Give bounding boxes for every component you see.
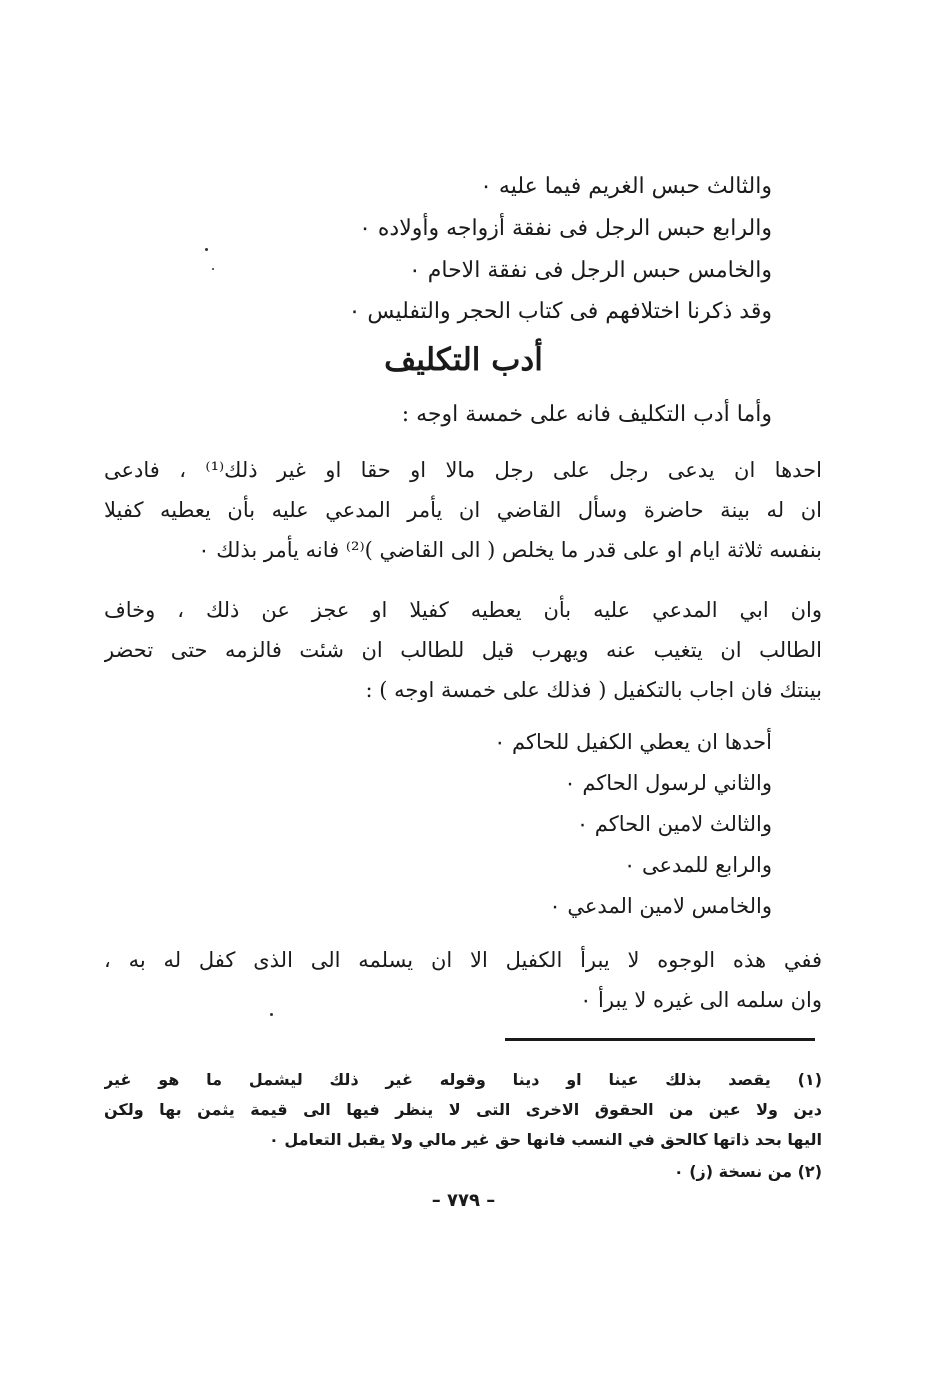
footnote-1-line-3: اليها بحد ذاتها كالحق في النسب فانها حق غير مالي ولا يقبل التعامل ٠ [269,1130,822,1149]
section-intro: وأما أدب التكليف فانه على خمسة اوجه : [401,402,772,427]
paragraph-1-line-1: احدها ان يدعى رجل على رجل مالا او حقا او غير ذلك⁽¹⁾ ، فادعى [104,458,822,482]
paragraph-2-line-3: بينتك فان اجاب بالتكفيل ( فذلك على خمسة اوجه ) : [365,678,822,702]
paragraph-1-line-2: ان له بينة حاضرة وسأل القاضي ان يأمر المدعي عليه بأن يعطيه كفيلا [104,498,822,522]
intro-line-4: وقد ذكرنا اختلافهم فى كتاب الحجر والتفليس ٠ [348,299,772,324]
section-heading: أدب التكليف [384,342,543,378]
paragraph-1-line-3: بنفسه ثلاثة ايام او على قدر ما يخلص ( الى القاضي )⁽²⁾ فانه يأمر بذلك ٠ [198,538,822,562]
scan-speck [270,1013,273,1016]
paragraph-2-line-2: الطالب ان يتغيب عنه ويهرب قيل للطالب ان شئت فالزمه حتى تحضر [104,638,822,662]
paragraph-3 [104,940,822,1020]
paragraph-1 [104,450,822,570]
intro-line-3: والخامس حبس الرجل فى نفقة الاحام ٠ [408,258,772,283]
footnote-1-line-2: دين ولا عين من الحقوق الاخرى التى لا ينظر فيها الى قيمة يثمن بها ولكن [104,1100,822,1119]
footnote-separator [505,1038,815,1041]
intro-line-2: والرابع حبس الرجل فى نفقة أزواجه وأولاده ٠ [359,216,772,241]
paragraph-3-line-1: ففي هذه الوجوه لا يبرأ الكفيل الا ان يسلمه الى الذى كفل له به ، [104,948,822,972]
list-item-5: والخامس لامين المدعي ٠ [549,894,772,918]
footnote-2: (٢) من نسخة (ز) ٠ [673,1162,822,1181]
list-item-4: والرابع للمدعى ٠ [624,853,772,877]
scan-speck [212,268,214,270]
page-number: – ٧٧٩ – [431,1190,496,1211]
footnote-1-line-1: (١) يقصد بذلك عينا او دينا وقوله غير ذلك ليشمل ما هو غير [104,1070,822,1089]
intro-line-1: والثالث حبس الغريم فيما عليه ٠ [480,174,772,199]
list-item-2: والثاني لرسول الحاكم ٠ [564,771,772,795]
paragraph-2 [104,590,822,710]
paragraph-2-line-1: وان ابي المدعي عليه بأن يعطيه كفيلا او عجز عن ذلك ، وخاف [104,598,822,622]
scan-speck [205,248,208,251]
list-item-3: والثالث لامين الحاكم ٠ [576,812,772,836]
list-item-1: أحدها ان يعطي الكفيل للحاكم ٠ [494,730,772,754]
paragraph-3-line-2: وان سلمه الى غيره لا يبرأ ٠ [580,988,822,1012]
